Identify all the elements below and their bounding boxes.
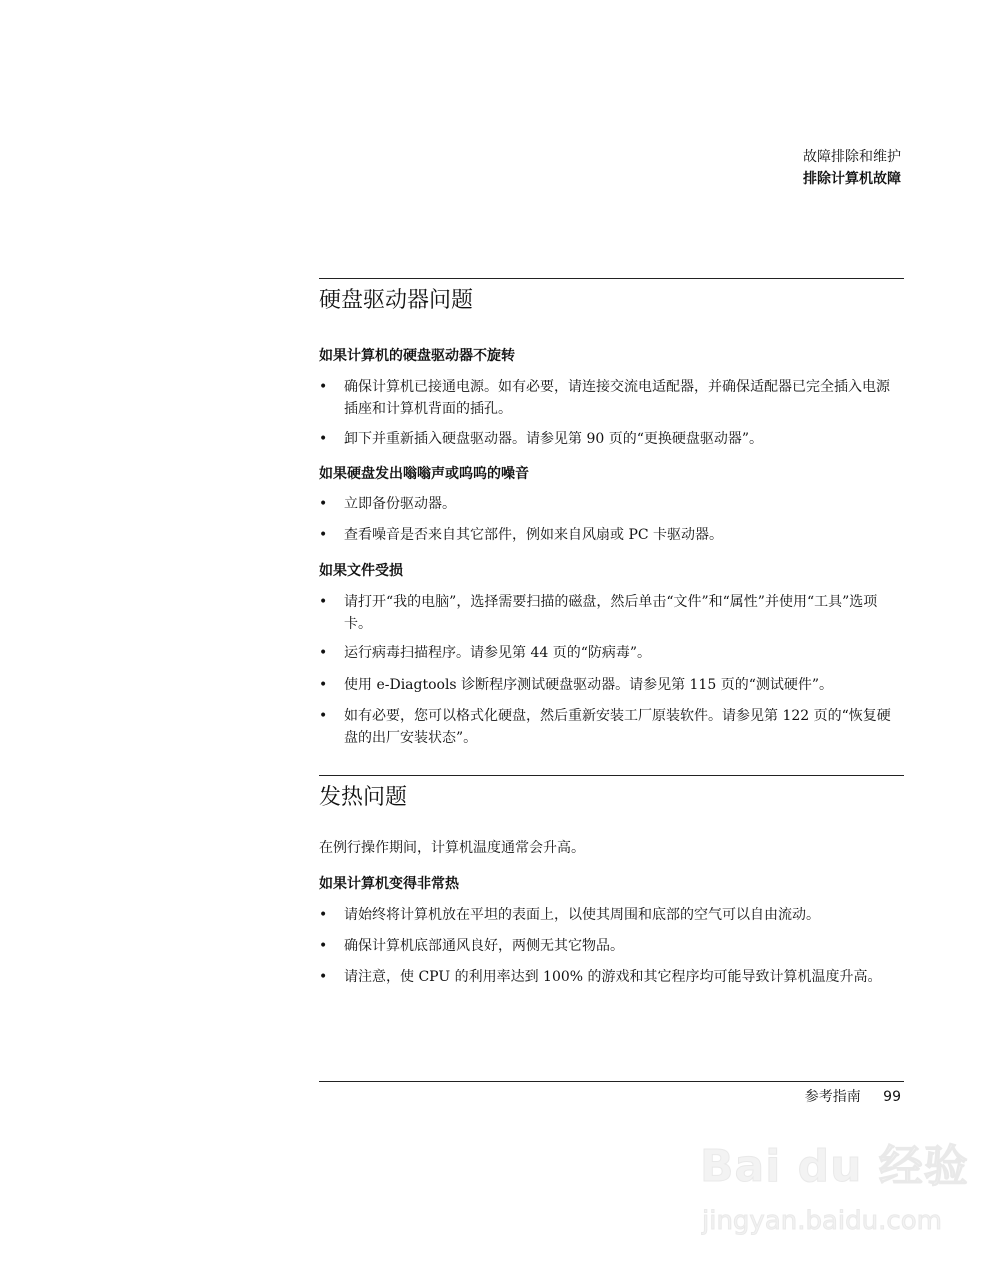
list-item: • 查看噪音是否来自其它部件，例如来自风扇或 PC 卡驱动器。 [319,524,899,546]
list-item: • 请注意，使 CPU 的利用率达到 100% 的游戏和其它程序均可能导致计算机温度升高。 [319,966,899,988]
bullet-icon: • [319,708,328,724]
bullet-icon: • [319,907,328,923]
bullet-icon: • [319,645,328,661]
watermark-url: jingyan.baidu.com [702,1206,942,1236]
list-item: • 运行病毒扫描程序。请参见第 44 页的“防病毒”。 [319,642,899,664]
running-head [803,146,901,190]
bullet-icon: • [319,938,328,954]
bullet-icon: • [319,594,328,610]
watermark-logo: Bai du 经验 [700,1141,969,1192]
section-title-overheating: 发热问题 [319,785,408,810]
list-item: • 卸下并重新插入硬盘驱动器。请参见第 90 页的“更换硬盘驱动器”。 [319,428,899,450]
list-item: • 请始终将计算机放在平坦的表面上，以使其周围和底部的空气可以自由流动。 [319,904,899,926]
baidu-watermark [700,1130,970,1250]
section-title-hard-drive: 硬盘驱动器问题 [319,288,474,313]
section-intro: 在例行操作期间，计算机温度通常会升高。 [319,840,585,856]
bullet-icon: • [319,431,328,447]
list-item: • 使用 e-Diagtools 诊断程序测试硬盘驱动器。请参见第 115 页的“测试硬件”。 [319,674,899,696]
subheading-drive-not-spinning: 如果计算机的硬盘驱动器不旋转 [319,348,515,364]
bullet-icon: • [319,379,328,395]
running-head-chapter: 故障排除和维护 [803,149,901,165]
bullet-icon: • [319,527,328,543]
footer-guide-title: 参考指南 [804,1089,861,1105]
page-footer [805,1086,901,1108]
list-item: • 确保计算机底部通风良好，两侧无其它物品。 [319,935,899,957]
subheading-computer-hot: 如果计算机变得非常热 [319,876,459,892]
section-divider [319,775,904,776]
subheading-drive-noise: 如果硬盘发出嗡嗡声或呜呜的噪音 [319,466,529,482]
section-divider [319,278,904,279]
list-item: • 请打开“我的电脑”，选择需要扫描的磁盘，然后单击“文件”和“属性”并使用“工具”选项卡。 [319,591,899,635]
list-item: • 立即备份驱动器。 [319,493,899,515]
bullet-icon: • [319,677,328,693]
running-head-section: 排除计算机故障 [803,171,901,187]
subheading-files-damaged: 如果文件受损 [319,563,403,579]
page-number: 99 [883,1089,901,1105]
list-item: • 如有必要，您可以格式化硬盘，然后重新安装工厂原装软件。请参见第 122 页的“恢复硬盘的出厂安装状态”。 [319,705,899,749]
list-item: • 确保计算机已接通电源。如有必要，请连接交流电适配器，并确保适配器已完全插入电源插座和计算机背面的插孔。 [319,376,899,420]
footer-divider [319,1081,904,1082]
bullet-icon: • [319,969,328,985]
bullet-icon: • [319,496,328,512]
